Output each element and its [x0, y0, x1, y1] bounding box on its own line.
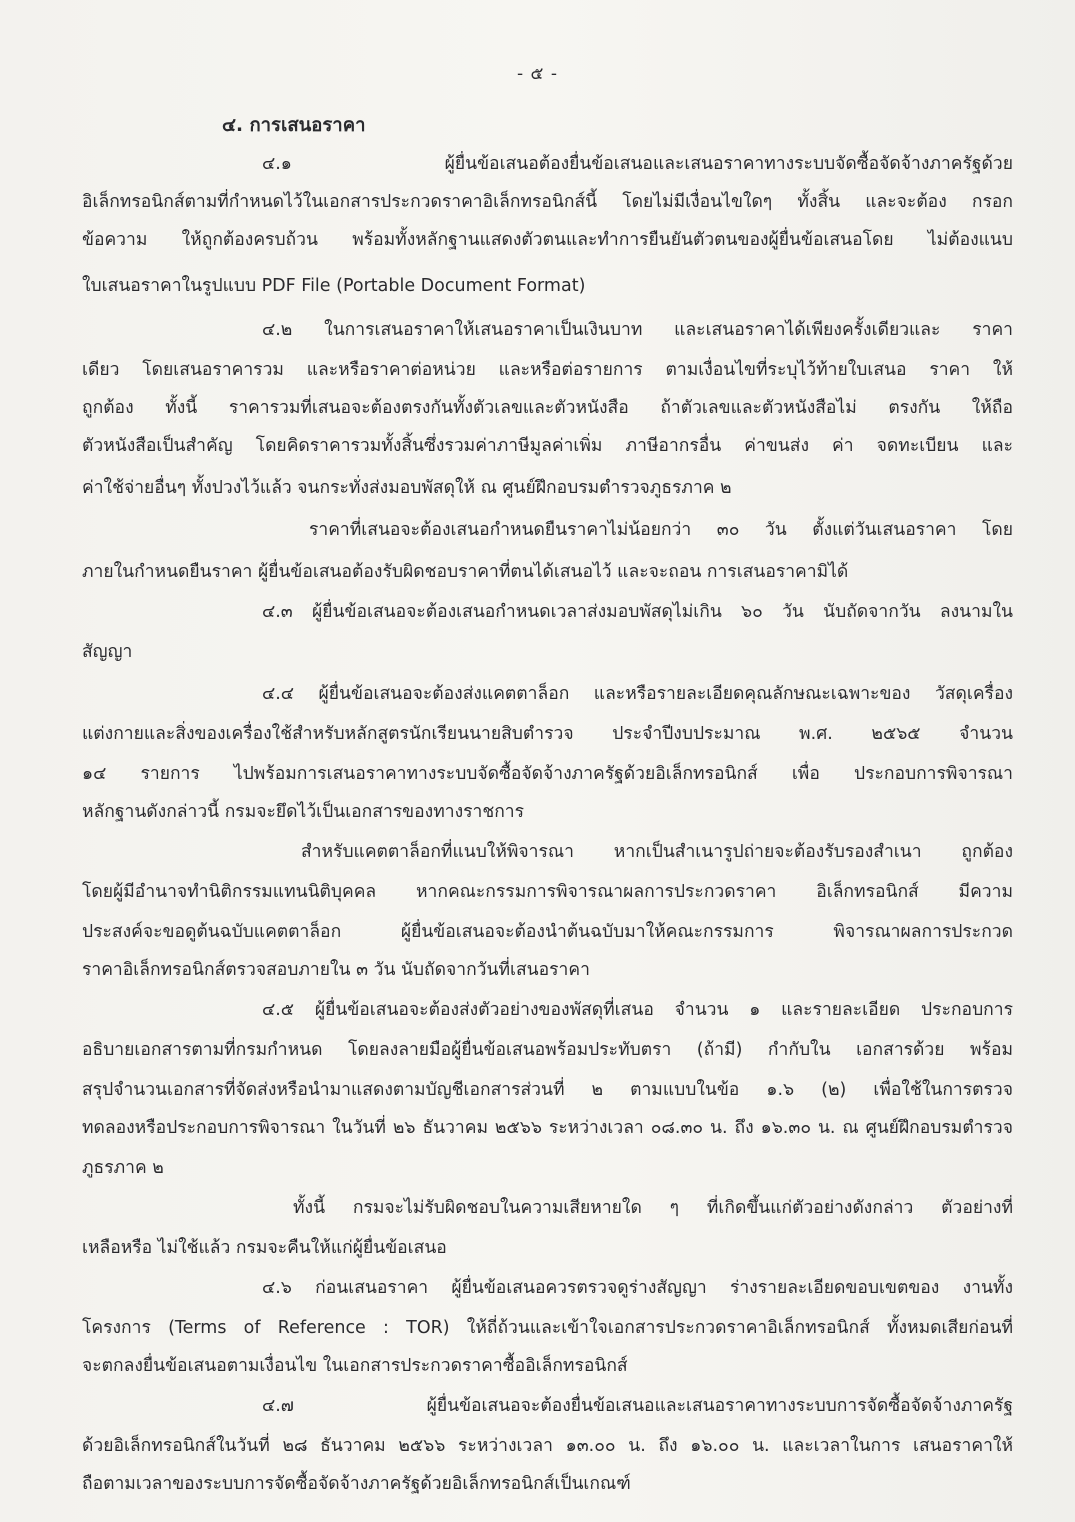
text-line: ๔.๕ ผู้ยื่นข้อเสนอจะต้องส่งตัวอย่างของพัสดุที่เสนอ จำนวน ๑ และรายละเอียด ประกอบการ: [262, 1000, 1014, 1020]
text-line: ๔.๗ ผู้ยื่นข้อเสนอจะต้องยื่นข้อเสนอและเสนอราคาทางระบบการจัดซื้อจัดจ้างภาครัฐ: [262, 1396, 1013, 1416]
text-line: ทดลองหรือประกอบการพิจารณา ในวันที่ ๒๖ ธันวาคม ๒๕๖๖ ระหว่างเวลา ๐๘.๓๐ น. ถึง ๑๖.๓๐ น. ณ ศูนย์ฝึกอบรมตำรวจ: [82, 1118, 1013, 1138]
section-heading: ๔. การเสนอราคา: [222, 115, 366, 136]
text-line: ประสงค์จะขอดูต้นฉบับแคตตาล็อก ผู้ยื่นข้อเสนอจะต้องนำต้นฉบับมาให้คณะกรรมการ พิจารณาผลการประกวด: [82, 922, 1013, 942]
text-line: ๔.๓ ผู้ยื่นข้อเสนอจะต้องเสนอกำหนดเวลาส่งมอบพัสดุไม่เกิน ๖๐ วัน นับถัดจากวัน ลงนามใน: [262, 602, 1013, 622]
text-line: โดยผู้มีอำนาจทำนิติกรรมแทนนิติบุคคล หากคณะกรรมการพิจารณาผลการประกวดราคา อิเล็กทรอนิกส์ มีความ: [82, 882, 1013, 902]
text-line: ถูกต้อง ทั้งนี้ ราคารวมที่เสนอจะต้องตรงกันทั้งตัวเลขและตัวหนังสือ ถ้าตัวเลขและตัวหนังสือไม่ ตรงกัน ให้ถือ: [82, 398, 1013, 418]
text-line: อธิบายเอกสารตามที่กรมกำหนด โดยลงลายมือผู้ยื่นข้อเสนอพร้อมประทับตรา (ถ้ามี) กำกับใน เอกสารด้วย พร้อม: [82, 1040, 1013, 1060]
text-line: หลักฐานดังกล่าวนี้ กรมจะยึดไว้เป็นเอกสารของทางราชการ: [82, 802, 525, 822]
text-line: ค่าใช้จ่ายอื่นๆ ทั้งปวงไว้แล้ว จนกระทั่งส่งมอบพัสดุให้ ณ ศูนย์ฝึกอบรมตำรวจภูธรภาค ๒: [82, 478, 732, 498]
text-line: สรุปจำนวนเอกสารที่จัดส่งหรือนำมาแสดงตามบัญชีเอกสารส่วนที่ ๒ ตามแบบในข้อ ๑.๖ (๒) เพื่อใช้ในการตรวจ: [82, 1080, 1013, 1100]
page-number: - ๕ -: [517, 64, 558, 84]
text-line: โครงการ (Terms of Reference : TOR) ให้ถี่ถ้วนและเข้าใจเอกสารประกวดราคาอิเล็กทรอนิกส์ ทั้งหมดเสียก่อนที่: [82, 1318, 1013, 1338]
text-line: ๔.๒ ในการเสนอราคาให้เสนอราคาเป็นเงินบาท และเสนอราคาได้เพียงครั้งเดียวและ ราคา: [262, 320, 1013, 340]
text-line: ถือตามเวลาของระบบการจัดซื้อจัดจ้างภาครัฐด้วยอิเล็กทรอนิกส์เป็นเกณฑ์: [82, 1474, 631, 1494]
text-line: ๑๔ รายการ ไปพร้อมการเสนอราคาทางระบบจัดซื้อจัดจ้างภาครัฐด้วยอิเล็กทรอนิกส์ เพื่อ ประกอบการพิจารณา: [82, 764, 1013, 784]
text-line: ราคาอิเล็กทรอนิกส์ตรวจสอบภายใน ๓ วัน นับถัดจากวันที่เสนอราคา: [82, 960, 590, 980]
text-line: ทั้งนี้ กรมจะไม่รับผิดชอบในความเสียหายใด ๆ ที่เกิดขึ้นแก่ตัวอย่างดังกล่าว ตัวอย่างที่: [293, 1198, 1013, 1218]
text-line: ภายในกำหนดยืนราคา ผู้ยื่นข้อเสนอต้องรับผิดชอบราคาที่ตนได้เสนอไว้ และจะถอน การเสนอราคามิได้: [82, 562, 849, 582]
text-line: ข้อความ ให้ถูกต้องครบถ้วน พร้อมทั้งหลักฐานแสดงตัวตนและทำการยืนยันตัวตนของผู้ยื่นข้อเสนอโดย ไม่ต้องแนบ: [82, 230, 1013, 250]
text-line: ด้วยอิเล็กทรอนิกส์ในวันที่ ๒๘ ธันวาคม ๒๕๖๖ ระหว่างเวลา ๑๓.๐๐ น. ถึง ๑๖.๐๐ น. และเวลาในการ เสนอราคาให้: [82, 1436, 1013, 1456]
text-line: สำหรับแคตตาล็อกที่แนบให้พิจารณา หากเป็นสำเนารูปถ่ายจะต้องรับรองสำเนา ถูกต้อง: [301, 842, 1013, 862]
text-line: ตัวหนังสือเป็นสำคัญ โดยคิดราคารวมทั้งสิ้นซึ่งรวมค่าภาษีมูลค่าเพิ่ม ภาษีอากรอื่น ค่าขนส่ง ค่า จดทะเบียน และ: [82, 436, 1013, 456]
text-line: อิเล็กทรอนิกส์ตามที่กำหนดไว้ในเอกสารประกวดราคาอิเล็กทรอนิกส์นี้ โดยไม่มีเงื่อนไขใดๆ ทั้งสิ้น และจะต้อง กรอก: [82, 192, 1013, 212]
text-line: สัญญา: [82, 642, 133, 662]
text-line: ๔.๑ ผู้ยื่นข้อเสนอต้องยื่นข้อเสนอและเสนอราคาทางระบบจัดซื้อจัดจ้างภาครัฐด้วย: [262, 154, 1013, 174]
text-line: ๔.๔ ผู้ยื่นข้อเสนอจะต้องส่งแคตตาล็อก และหรือรายละเอียดคุณลักษณะเฉพาะของ วัสดุเครื่อง: [262, 684, 1013, 704]
text-line: จะตกลงยื่นข้อเสนอตามเงื่อนไข ในเอกสารประกวดราคาซื้ออิเล็กทรอนิกส์: [82, 1356, 628, 1376]
text-line: ราคาที่เสนอจะต้องเสนอกำหนดยืนราคาไม่น้อยกว่า ๓๐ วัน ตั้งแต่วันเสนอราคา โดย: [309, 520, 1013, 540]
text-line: ๔.๖ ก่อนเสนอราคา ผู้ยื่นข้อเสนอควรตรวจดูร่างสัญญา ร่างรายละเอียดขอบเขตของ งานทั้ง: [262, 1278, 1013, 1298]
text-line: ใบเสนอราคาในรูปแบบ PDF File (Portable Document Format): [82, 276, 586, 296]
text-line: ภูธรภาค ๒: [82, 1158, 164, 1178]
text-line: แต่งกายและสิ่งของเครื่องใช้สำหรับหลักสูตรนักเรียนนายสิบตำรวจ ประจำปีงบประมาณ พ.ศ. ๒๕๖๕ จำนวน: [82, 724, 1013, 744]
text-line: เหลือหรือ ไม่ใช้แล้ว กรมจะคืนให้แก่ผู้ยื่นข้อเสนอ: [82, 1238, 447, 1258]
text-line: เดียว โดยเสนอราคารวม และหรือราคาต่อหน่วย และหรือต่อรายการ ตามเงื่อนไขที่ระบุไว้ท้ายใบเสนอ ราคา ให้: [82, 360, 1013, 380]
